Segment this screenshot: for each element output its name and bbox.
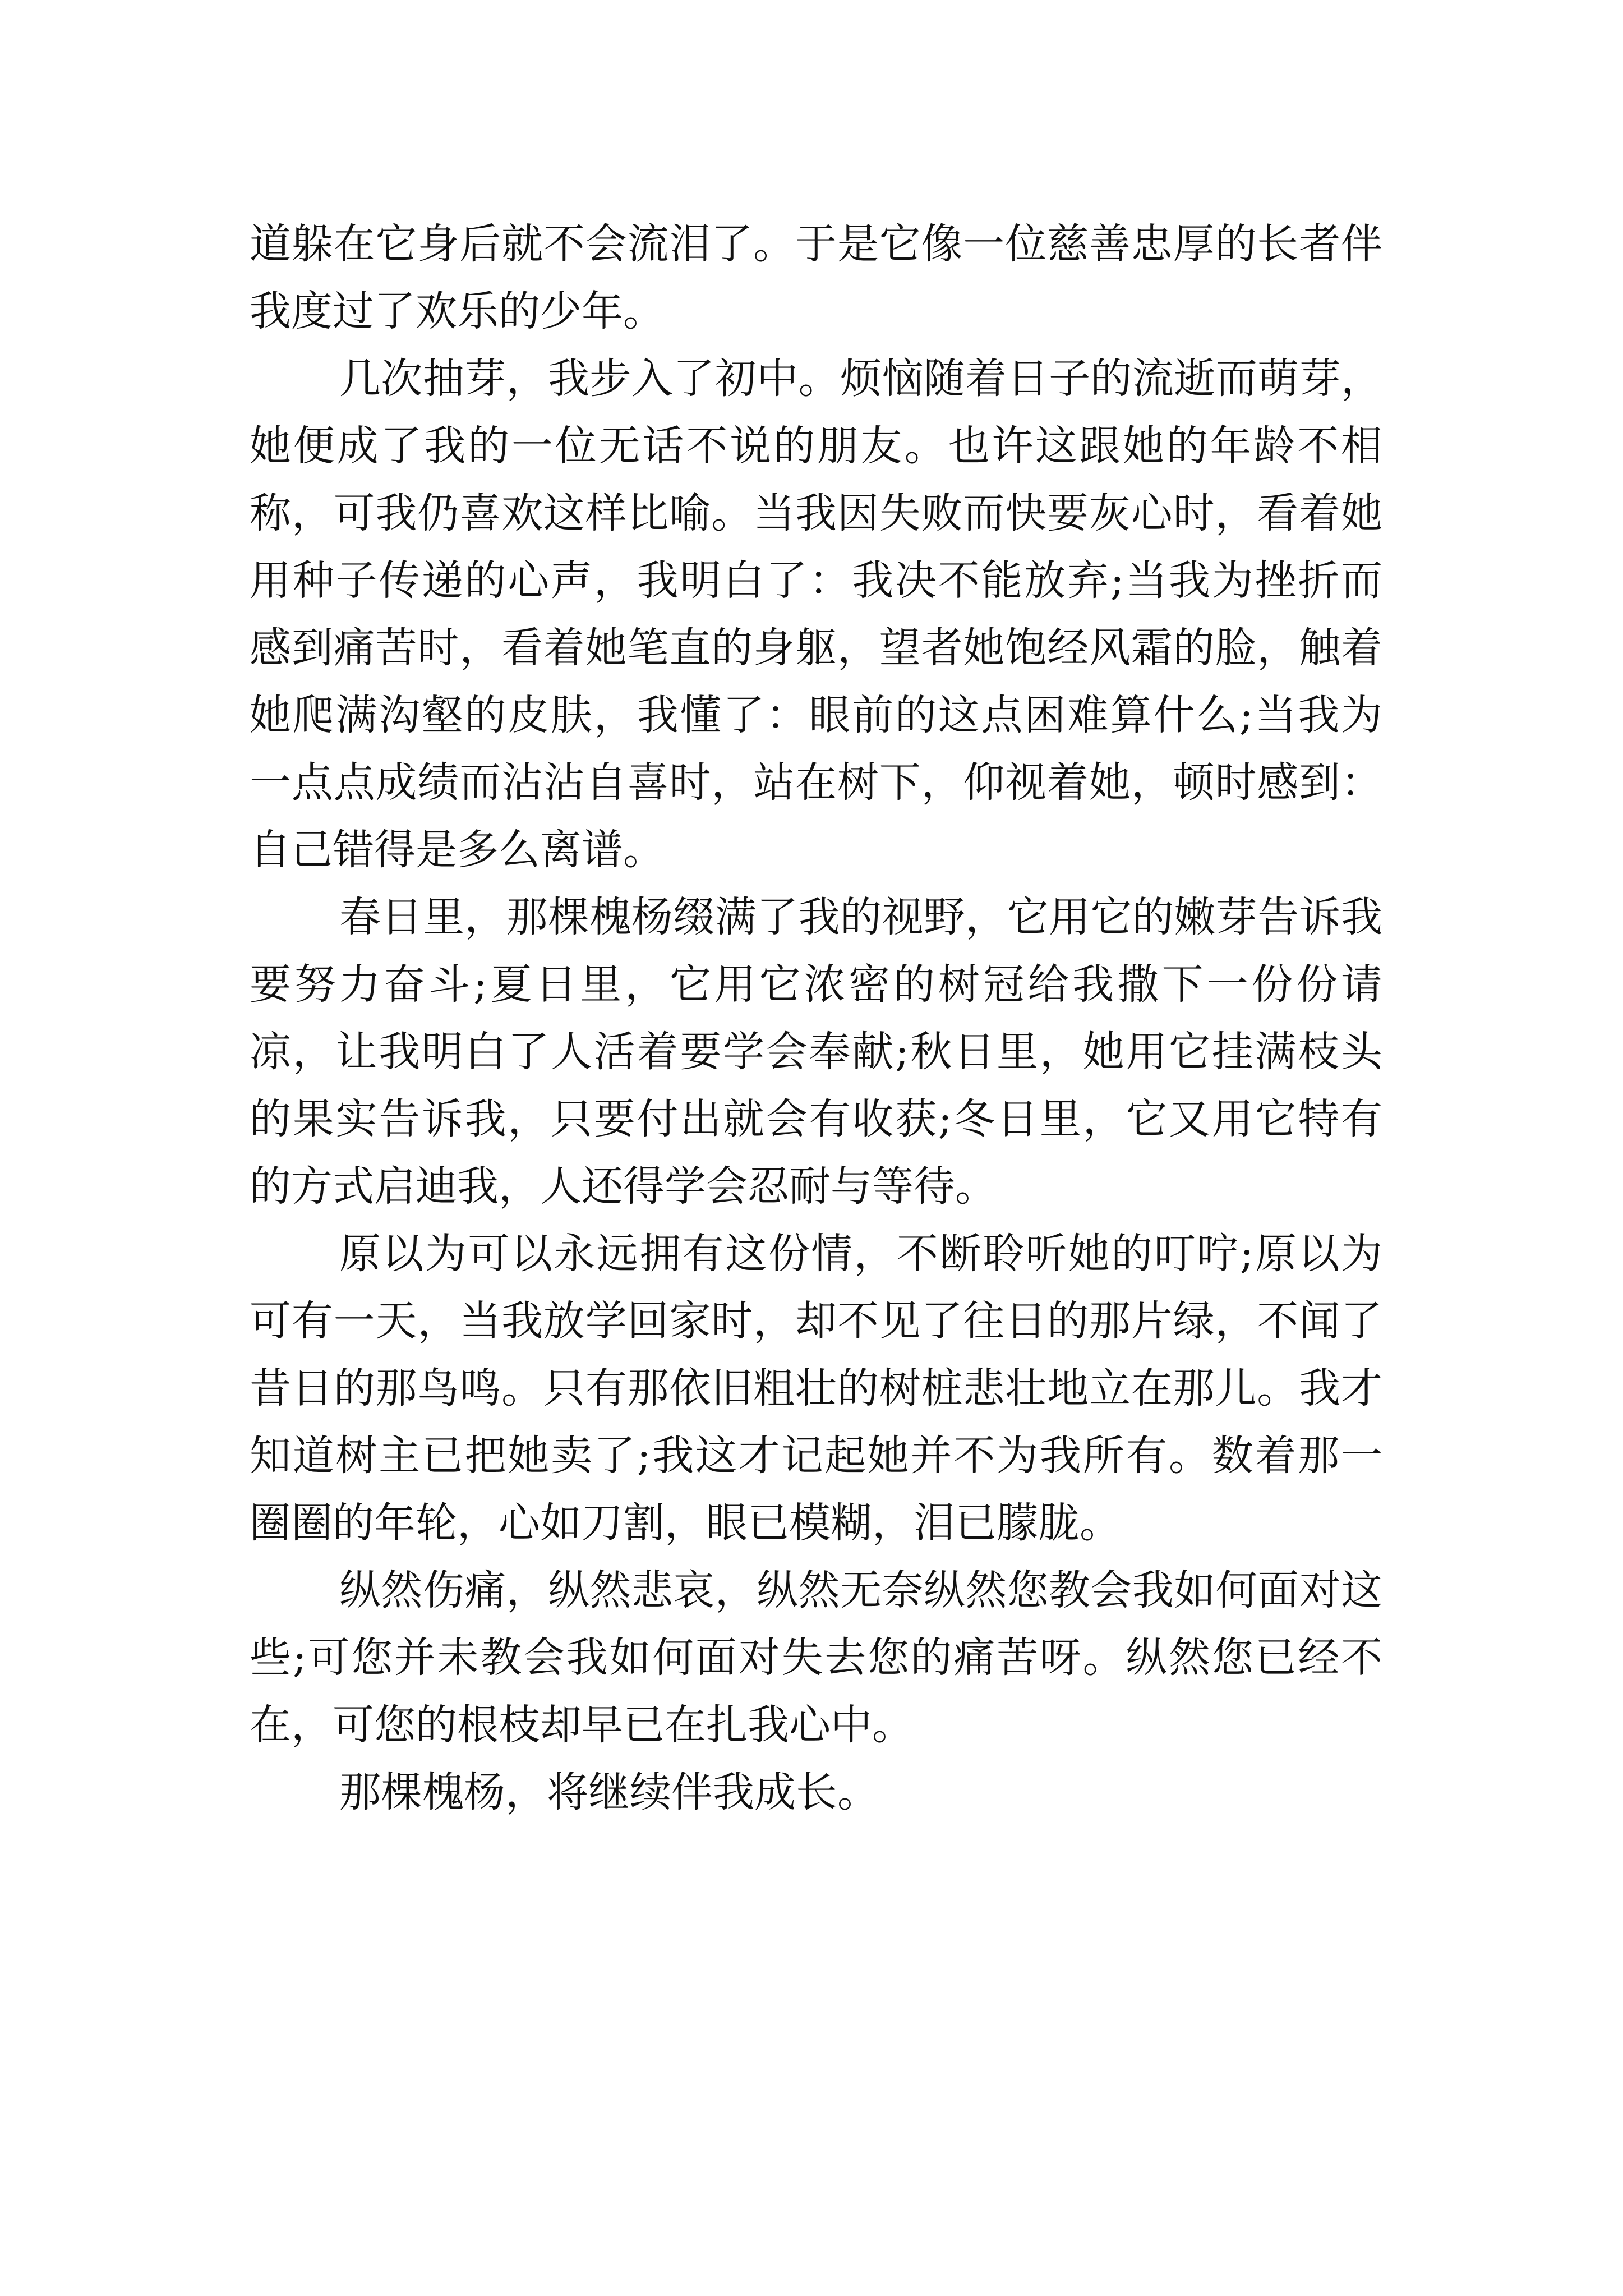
- paragraph-seasons: 春日里，那棵槐杨缀满了我的视野，它用它的嫩芽告诉我要努力奋斗;夏日里，它用它浓密的树冠给我撒下一份份请凉，让我明白了人活着要学会奉献;秋日里，她用它挂满枝头的果实告诉我，只要付出就会有收获;冬日里，它又用它特有的方式启迪我，人还得学会忍耐与等待。: [250, 893, 1382, 1211]
- paragraph-loss: 原以为可以永远拥有这份情，不断聆听她的叮咛;原以为可有一天，当我放学回家时，却不见了往日的那片绿，不闻了昔日的那鸟鸣。只有那依旧粗壮的树桩悲壮地立在那儿。我才知道树主已把她卖了;我这才记起她并不为我所有。数着那一圈圈的年轮，心如刀割，眼已模糊，泪已朦胧。: [250, 1230, 1382, 1547]
- paragraph-continuation: 道躲在它身后就不会流泪了。于是它像一位慈善忠厚的长者伴我度过了欢乐的少年。: [250, 220, 1382, 335]
- paragraph-closing: 那棵槐杨，将继续伴我成长。: [339, 1768, 879, 1816]
- paragraph-junior-high: 几次抽芽，我步入了初中。烦恼随着日子的流逝而萌芽，她便成了我的一位无话不说的朋友。也许这跟她的年龄不相称，可我仍喜欢这样比喻。当我因失败而快要灰心时，看着她用种子传递的心声，我明白了：我决不能放弃;当我为挫折而感到痛苦时，看着她笔直的身躯，望者她饱经风霜的脸，触着她爬满沟壑的皮肤，我懂了：眼前的这点困难算什么;当我为一点点成绩而沾沾自喜时，站在树下，仰视着她，顿时感到：自己错得是多么离谱。: [250, 355, 1382, 874]
- paragraph-grief: 纵然伤痛，纵然悲哀，纵然无奈纵然您教会我如何面对这些;可您并未教会我如何面对失去您的痛苦呀。纵然您已经不在，可您的根枝却早已在扎我心中。: [250, 1566, 1382, 1749]
- document-body: [250, 210, 1382, 1826]
